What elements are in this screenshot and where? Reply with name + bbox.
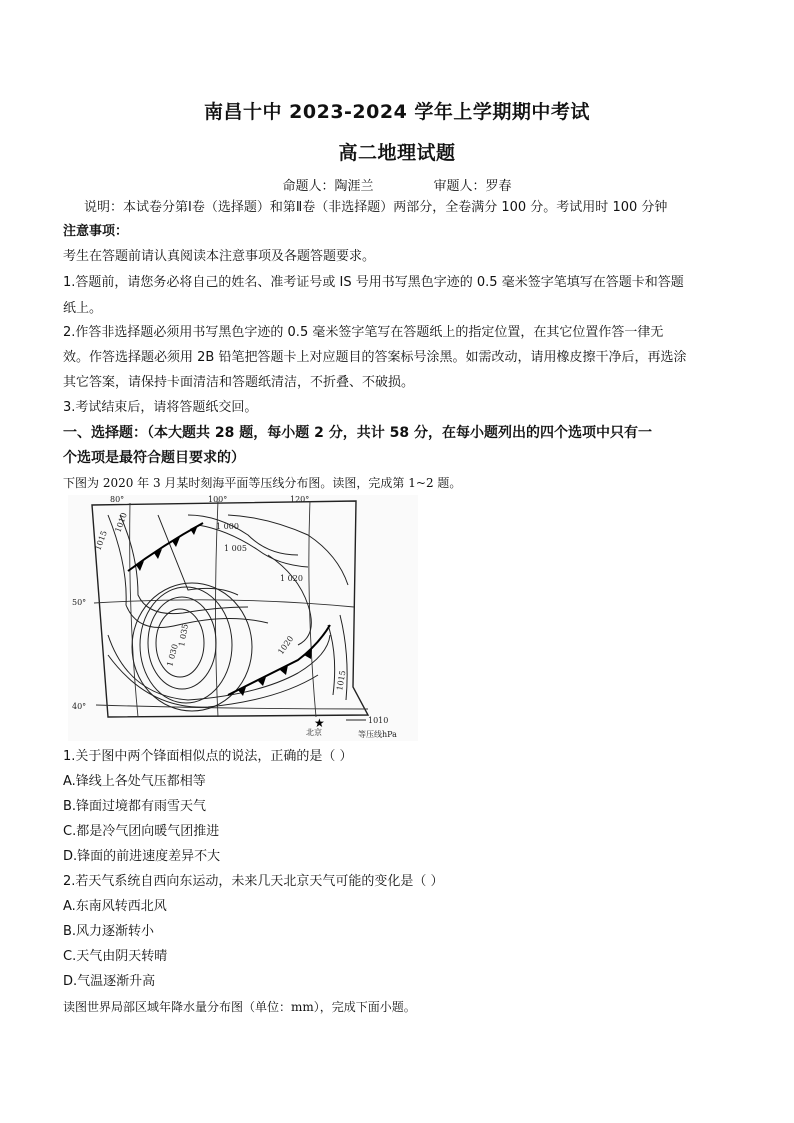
reviewer: 审题人：罗春: [433, 179, 512, 194]
q2-option-d: D.气温逐渐升高: [63, 974, 156, 989]
note-line: 效。作答选择题必须用 2B 铅笔把答题卡上对应题目的答案标号涂黑。如需改动，请用橡皮擦干净后，再选涂: [63, 350, 687, 365]
lat-50-label: 50°: [72, 598, 87, 607]
beijing-label: 北京: [306, 728, 322, 737]
q1-option-a: A.锋线上各处气压都相等: [63, 774, 206, 789]
legend-value: 1010: [368, 716, 389, 725]
isobar-map-svg: [68, 495, 418, 741]
lat-40-label: 40°: [72, 702, 87, 711]
lon-120-label: 120°: [290, 495, 310, 504]
author-line: [0, 175, 794, 194]
isobar-1020-label: 1 020: [280, 574, 303, 583]
isobar-1020b-label: 1020: [276, 634, 296, 657]
section-heading-cont: 个选项是最符合题目要求的）: [63, 450, 245, 466]
next-intro: 读图世界局部区域年降水量分布图（单位：mm），完成下面小题。: [63, 1000, 416, 1014]
legend-text: 等压线hPa: [358, 730, 397, 739]
exam-description: 说明：本试卷分第Ⅰ卷（选择题）和第Ⅱ卷（非选择题）两部分，全卷满分 100 分。考试用时 100 分钟: [84, 200, 668, 215]
q2-option-b: B.风力逐渐转小: [63, 924, 155, 939]
note-line: 1.答题前，请您务必将自己的姓名、准考证号或 IS 号用书写黑色字迹的 0.5 毫米签字笔填写在答题卡和答题: [63, 275, 684, 290]
notice-intro: 考生在答题前请认真阅读本注意事项及各题答题要求。: [63, 249, 376, 264]
q2-option-a: A.东南风转西北风: [63, 899, 167, 914]
note-line: 其它答案，请保持卡面清洁和答题纸清洁，不折叠、不破损。: [63, 375, 415, 390]
lon-80-label: 80°: [110, 495, 125, 504]
note-line: 3.考试结束后，请将答题纸交回。: [63, 400, 258, 415]
isobar-1015-label: 1015: [93, 529, 109, 552]
isobar-1015b-label: 1015: [335, 669, 348, 692]
notice-title: 注意事项：: [63, 224, 129, 239]
q1-option-d: D.锋面的前进速度差异不大: [63, 849, 221, 864]
map-intro: 下图为 2020 年 3 月某时刻海平面等压线分布图。读图，完成第 1~2 题。: [63, 476, 462, 490]
isobar-map: [68, 495, 418, 741]
q2-stem: 2.若天气系统自西向东运动，未来几天北京天气可能的变化是（ ）: [63, 874, 444, 889]
isobar-1005-label: 1 005: [224, 544, 247, 553]
isobar-1035-label: 1 035: [177, 623, 190, 648]
isobar-1000-label: 1 000: [216, 522, 239, 531]
note-line: 2.作答非选择题必须用书写黑色字迹的 0.5 毫米签字笔写在答题纸上的指定位置，在其它位置作答一律无: [63, 325, 664, 340]
exam-title: 南昌十中 2023-2024 学年上学期期中考试: [204, 101, 590, 123]
q2-option-c: C.天气由阴天转晴: [63, 949, 168, 964]
q1-option-b: B.锋面过境都有雨雪天气: [63, 799, 207, 814]
beijing-star-icon: ★: [314, 716, 325, 730]
q1-option-c: C.都是冷气团向暖气团推进: [63, 824, 220, 839]
isobar-1030-label: 1 030: [165, 643, 180, 668]
author: 命题人：陶涯兰: [282, 179, 374, 194]
q1-stem: 1.关于图中两个锋面相似点的说法，正确的是（ ）: [63, 749, 353, 764]
exam-subtitle: 高二地理试题: [338, 142, 456, 164]
lon-100-label: 100°: [208, 495, 228, 504]
isobar-1010-label: 1010: [113, 511, 129, 534]
section-heading: 一、选择题：（本大题共 28 题，每小题 2 分，共计 58 分，在每小题列出的四个选项中只有一: [63, 425, 652, 441]
note-line: 纸上。: [63, 301, 103, 316]
